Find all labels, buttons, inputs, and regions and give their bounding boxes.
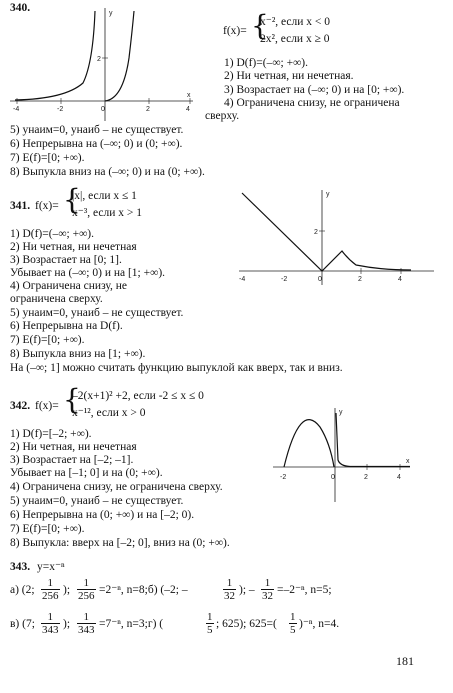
p343-a-frac4: $\frac{1}{32}$ [262, 577, 273, 602]
problem-341-number: 341. [10, 200, 31, 212]
graph-340-xlabel: x [187, 92, 191, 99]
p340-item-1: 1) D(f)=(–∞; +∞). [224, 57, 308, 69]
p340-item-8: 8) Выпукла вниз на (–∞; 0) и на (0; +∞). [10, 166, 205, 178]
p343-b-part5: )⁻ⁿ, n=4. [299, 618, 340, 630]
f340-brace: { [251, 9, 269, 42]
graph-340-ylabel: y [109, 10, 113, 17]
p340-item-3: 3) Возрастает на (–∞; 0) и на [0; +∞). [224, 84, 405, 96]
p341-item-3b: Убывает на (–∞; 0) и на [1; +∞). [10, 267, 166, 279]
graph-340-tick-neg2: -2 [57, 106, 64, 113]
graph-342-tick-0: 0 [331, 474, 335, 481]
p343-a-frac3: $\frac{1}{32}$ [224, 577, 235, 602]
p342-item-7: 7) E(f)=[0; +∞). [10, 523, 85, 535]
f340-case1: x⁻², если x < 0 [260, 16, 331, 28]
graph-341-y-tick-2: 2 [314, 229, 318, 236]
p340-item-4: 4) Ограничена снизу, не ограничена [224, 97, 400, 109]
problem-342-number: 342. [10, 400, 31, 412]
f342-case1: –2(x+1)² +2, если -2 ≤ x ≤ 0 [72, 390, 204, 402]
graph-340-tick-4: 4 [186, 106, 190, 113]
p341-item-8: 8) Выпукла вниз на [1; +∞). [10, 348, 146, 360]
p343-a-part1: а) (2; [10, 584, 35, 596]
f342-lhs: f(x)= [35, 400, 59, 412]
p342-item-3: 3) Возрастает на [–2; –1]. [10, 454, 134, 466]
f341-case2: x⁻³, если x > 1 [72, 207, 143, 219]
p342-item-2: 2) Ни четная, ни нечетная [10, 441, 137, 453]
p342-item-8: 8) Выпукла: вверх на [–2; 0], вниз на (0; +∞). [10, 537, 230, 549]
p343-b-part4: ; 625); 625=( [216, 618, 277, 630]
graph-341-tick-2: 2 [358, 276, 362, 283]
problem-340-number: 340. [10, 2, 31, 14]
p340-item-5: 5) yнаим=0, yнаиб – не существует. [10, 124, 184, 136]
graph-340-tick-2: 2 [146, 106, 150, 113]
page-number: 181 [396, 654, 414, 668]
p341-note: На (–∞; 1] можно считать функцию выпуклой как вверх, так и вниз. [10, 362, 343, 374]
p343-a-part2: ); [63, 584, 71, 596]
p341-item-1: 1) D(f)=(–∞; +∞). [10, 228, 94, 240]
p343-b-part1: в) (7; [10, 618, 35, 630]
p342-item-1: 1) D(f)=[–2; +∞). [10, 428, 92, 440]
f340-case2: 2x², если x ≥ 0 [260, 33, 330, 45]
p340-item-4b: сверху. [205, 110, 240, 122]
p343-b-frac2: $\frac{1}{343}$ [78, 611, 95, 636]
p343-a-part3: =2⁻ⁿ, n=8;б) (–2; – [99, 584, 188, 596]
p342-item-6: 6) Непрерывна на (0; +∞) и на [–2; 0). [10, 509, 195, 521]
p341-item-4: 4) Ограничена снизу, не [10, 280, 127, 292]
p342-item-5: 5) yнаим=0, yнаиб – не существует. [10, 495, 184, 507]
p341-item-3: 3) Возрастает на [0; 1]. [10, 254, 122, 266]
p341-item-7: 7) E(f)=[0; +∞). [10, 334, 85, 346]
p342-item-4: 4) Ограничена снизу, не ограничена сверху. [10, 481, 223, 493]
f342-brace: { [63, 383, 81, 416]
graph-342-tick-2: 2 [364, 474, 368, 481]
p343-a-part5: =–2⁻ⁿ, n=5; [277, 584, 332, 596]
p341-item-2: 2) Ни четная, ни нечетная [10, 241, 137, 253]
p341-item-4b: ограничена сверху. [10, 293, 103, 305]
graph-341-tick-neg4: -4 [239, 276, 246, 283]
f341-lhs: f(x)= [35, 200, 59, 212]
p340-item-2: 2) Ни четная, ни нечетная. [224, 70, 354, 82]
p343-a-frac1: $\frac{1}{256}$ [42, 577, 59, 602]
graph-342-tick-neg2: -2 [280, 474, 287, 481]
p342-item-3b: Убывает на [–1; 0] и на (0; +∞). [10, 467, 163, 479]
graph-342 [270, 405, 420, 505]
p343-b-part3: =7⁻ⁿ, n=3;г) ( [99, 618, 164, 630]
p340-item-6: 6) Непрерывна на (–∞; 0) и (0; +∞). [10, 138, 183, 150]
p343-b-frac3: $\frac{1}{5}$ [207, 611, 213, 636]
f340-lhs: f(x)= [223, 25, 247, 37]
graph-342-tick-4: 4 [397, 474, 401, 481]
p343-b-frac1: $\frac{1}{343}$ [42, 611, 59, 636]
graph-342-ylabel: y [339, 409, 343, 416]
graph-340-tick-neg4: -4 [13, 106, 20, 113]
p343-head: y=x⁻ⁿ [37, 561, 65, 573]
p343-a-part4: ); – [239, 584, 255, 596]
p340-item-7: 7) E(f)=[0; +∞). [10, 152, 85, 164]
graph-341 [236, 187, 436, 287]
f342-case2: x⁻¹², если x > 0 [72, 407, 146, 419]
graph-340-tick-0: 0 [101, 106, 105, 113]
graph-341-tick-4: 4 [398, 276, 402, 283]
graph-340 [5, 3, 195, 123]
p343-b-part2: ); [63, 618, 71, 630]
graph-341-tick-0: 0 [318, 276, 322, 283]
p343-a-frac2: $\frac{1}{256}$ [78, 577, 95, 602]
graph-341-ylabel: y [326, 191, 330, 198]
f341-brace: { [63, 183, 81, 216]
graph-340-y-tick-2: 2 [97, 56, 101, 63]
p341-item-5: 5) yнаим=0, yнаиб – не существует. [10, 307, 184, 319]
problem-343-number: 343. [10, 561, 31, 573]
graph-342-xlabel: x [406, 458, 410, 465]
p343-b-frac4: $\frac{1}{5}$ [290, 611, 296, 636]
p341-item-6: 6) Непрерывна на D(f). [10, 320, 123, 332]
graph-341-tick-neg2: -2 [281, 276, 288, 283]
f341-case1: |x|, если x ≤ 1 [72, 190, 137, 202]
